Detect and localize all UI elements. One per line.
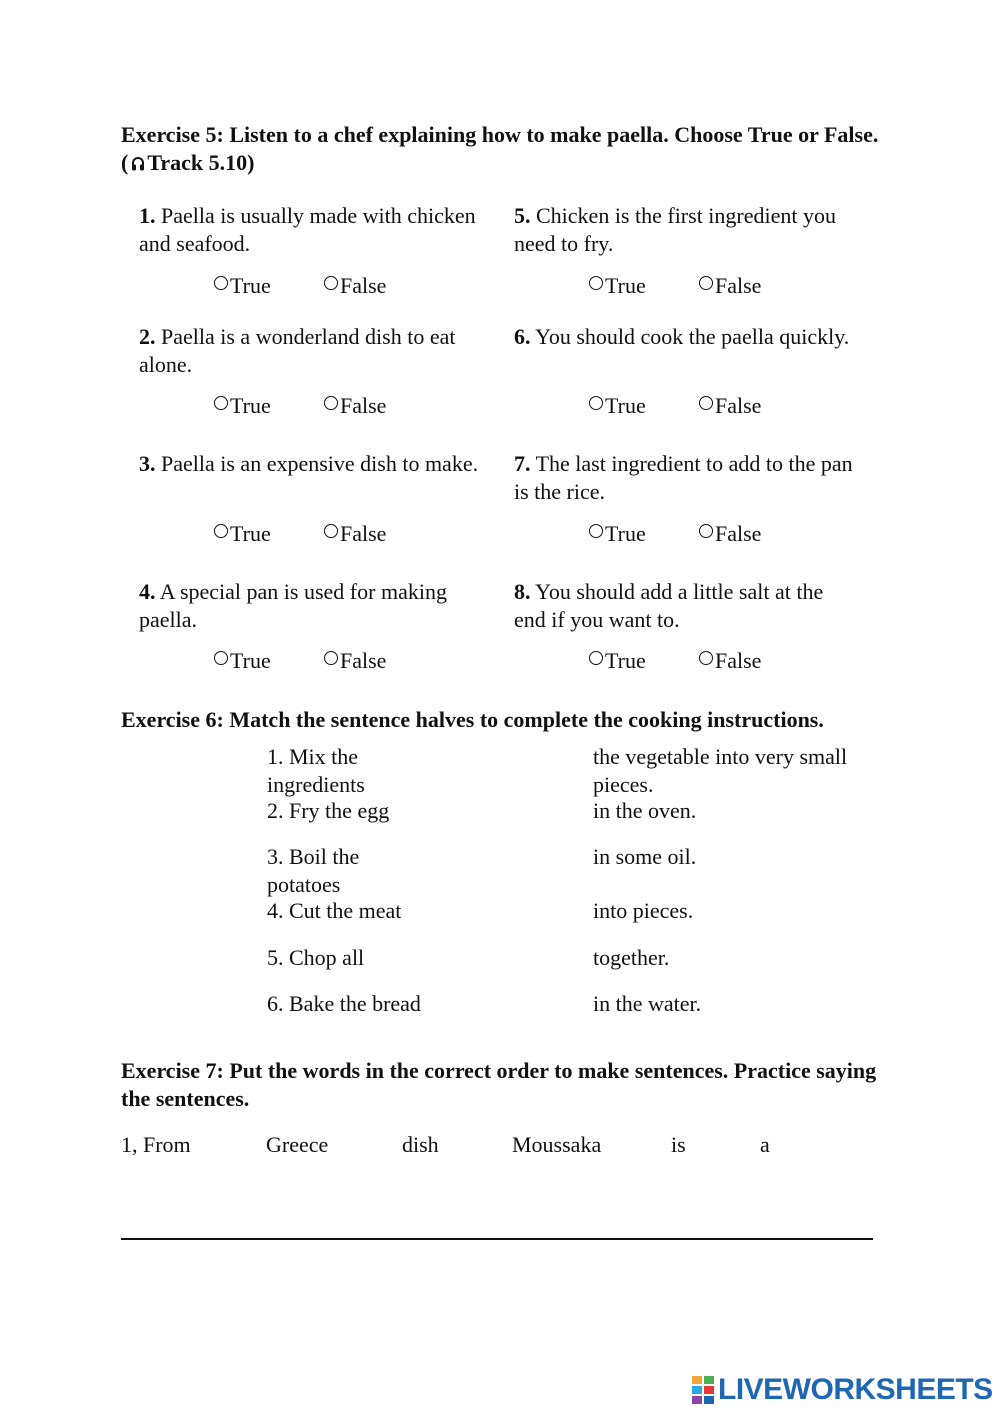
- scrambled-word: dish: [402, 1132, 439, 1157]
- q8-true-option[interactable]: True: [589, 647, 646, 675]
- match-left-item: 4. Cut the meat: [267, 898, 402, 923]
- match-right-item: into pieces.: [593, 898, 694, 923]
- radio-icon: [699, 651, 713, 665]
- radio-icon: [699, 396, 713, 410]
- match-left-item: 3. Boil the potatoes: [267, 844, 360, 897]
- match-right-item: in the oven.: [593, 798, 697, 823]
- exercise-6-heading: Exercise 6: Match the sentence halves to complete the cooking instructions.: [121, 707, 824, 732]
- q3-true-option[interactable]: True: [214, 520, 271, 548]
- match-right-item: in some oil.: [593, 844, 697, 869]
- q1-false-option[interactable]: False: [324, 272, 386, 300]
- logo-text: LIVEWORKSHEETS: [718, 1373, 993, 1406]
- radio-icon: [214, 276, 228, 290]
- match-left-item: 2. Fry the egg: [267, 798, 390, 823]
- question-6: 6. You should cook the paella quickly.: [514, 324, 850, 349]
- match-left-item: 1. Mix the ingredients: [267, 744, 365, 797]
- match-left-item: 5. Chop all: [267, 945, 365, 970]
- scrambled-word: is: [671, 1132, 686, 1157]
- radio-icon: [214, 651, 228, 665]
- scrambled-word: a: [760, 1132, 770, 1157]
- radio-icon: [589, 396, 603, 410]
- q5-true-option[interactable]: True: [589, 272, 646, 300]
- radio-icon: [589, 524, 603, 538]
- radio-icon: [214, 396, 228, 410]
- exercise-5-heading: [121, 121, 881, 179]
- radio-icon: [324, 276, 338, 290]
- q6-false-option[interactable]: False: [699, 392, 761, 420]
- q3-false-option[interactable]: False: [324, 520, 386, 548]
- exercise-5-title: Exercise 5: Listen to a chef explaining how to make paella. Choose True or False. (: [121, 122, 879, 175]
- q7-false-option[interactable]: False: [699, 520, 761, 548]
- q2-false-option[interactable]: False: [324, 392, 386, 420]
- q2-true-option[interactable]: True: [214, 392, 271, 420]
- question-5: 5. Chicken is the first ingredient you need to fry.: [514, 203, 836, 256]
- radio-icon: [214, 524, 228, 538]
- q7-true-option[interactable]: True: [589, 520, 646, 548]
- match-left-item: 6. Bake the bread: [267, 991, 421, 1016]
- question-4: 4. A special pan is used for making paella.: [139, 579, 447, 632]
- question-7: 7. The last ingredient to add to the pan is the rice.: [514, 451, 853, 504]
- q8-false-option[interactable]: False: [699, 647, 761, 675]
- match-right-item: the vegetable into very small pieces.: [593, 744, 848, 797]
- q6-true-option[interactable]: True: [589, 392, 646, 420]
- radio-icon: [699, 276, 713, 290]
- exercise-5-track: Track 5.10): [147, 150, 255, 175]
- question-1: 1. Paella is usually made with chicken and seafood.: [139, 203, 476, 256]
- radio-icon: [324, 396, 338, 410]
- q4-true-option[interactable]: True: [214, 647, 271, 675]
- question-8: 8. You should add a little salt at the end if you want to.: [514, 579, 824, 632]
- radio-icon: [589, 276, 603, 290]
- match-right-item: in the water.: [593, 991, 702, 1016]
- radio-icon: [699, 524, 713, 538]
- question-2: 2. Paella is a wonderland dish to eat alone.: [139, 324, 456, 377]
- q1-true-option[interactable]: True: [214, 272, 271, 300]
- radio-icon: [324, 524, 338, 538]
- exercise-7-heading: Exercise 7: Put the words in the correct order to make sentences. Practice saying the sentences.: [121, 1058, 877, 1111]
- scrambled-word: Greece: [266, 1132, 329, 1157]
- question-3: 3. Paella is an expensive dish to make.: [139, 451, 479, 476]
- radio-icon: [589, 651, 603, 665]
- match-right-item: together.: [593, 945, 670, 970]
- scrambled-word: 1, From: [121, 1132, 191, 1157]
- headphones-icon: [131, 151, 145, 179]
- scrambled-word: Moussaka: [512, 1132, 602, 1157]
- q4-false-option[interactable]: False: [324, 647, 386, 675]
- radio-icon: [324, 651, 338, 665]
- answer-line[interactable]: [121, 1238, 873, 1240]
- logo-blocks-icon: [692, 1376, 716, 1409]
- q5-false-option[interactable]: False: [699, 272, 761, 300]
